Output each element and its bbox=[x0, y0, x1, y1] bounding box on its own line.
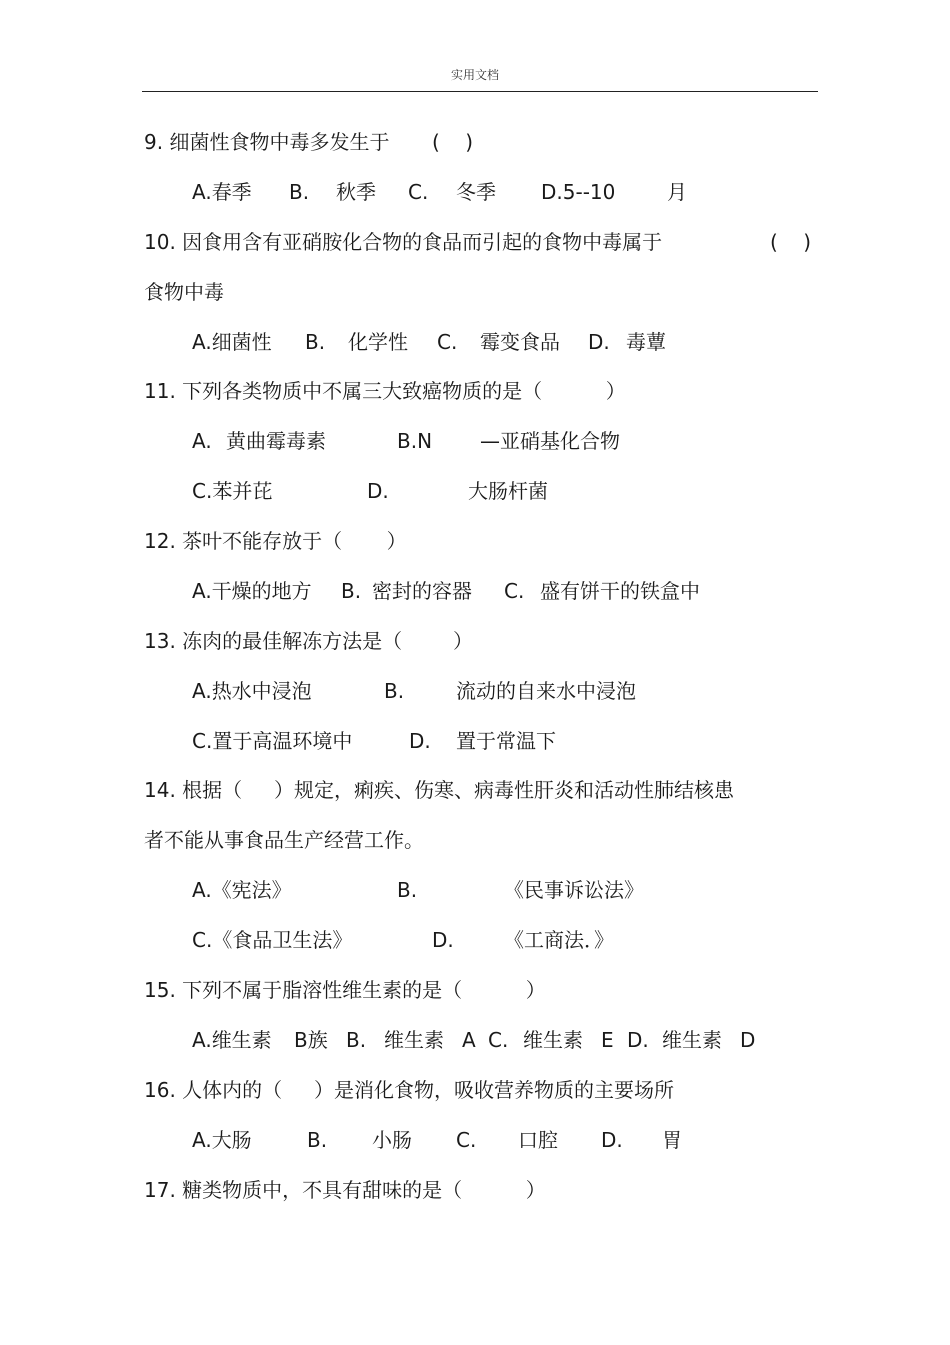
option-c: 维生素 bbox=[523, 1028, 583, 1052]
option-b: 流动的自来水中浸泡 bbox=[456, 679, 636, 703]
option-c-letter: C. bbox=[408, 180, 429, 204]
question-9-blank: ( ) bbox=[432, 130, 474, 154]
option-a: A.维生素 bbox=[192, 1028, 272, 1052]
question-13-stem: 13. 冻肉的最佳解冻方法是（ ） bbox=[144, 629, 474, 653]
question-14-stem: 14. 根据（ ）规定，痢疾、伤寒、病毒性肝炎和活动性肺结核患 bbox=[144, 778, 734, 802]
option-c-suffix: E bbox=[601, 1028, 614, 1052]
option-b: —亚硝基化合物 bbox=[480, 429, 620, 453]
option-c-letter: C. bbox=[456, 1128, 477, 1152]
option-a: A.大肠 bbox=[192, 1128, 252, 1152]
question-10-blank: ( ) bbox=[770, 230, 812, 254]
option-d: 毒蕈 bbox=[626, 330, 666, 354]
option-a-letter: A. bbox=[192, 429, 212, 453]
option-a: A.春季 bbox=[192, 180, 252, 204]
option-d-letter: D. bbox=[588, 330, 610, 354]
option-c: C.苯并芘 bbox=[192, 479, 273, 503]
option-c-letter: C. bbox=[504, 579, 525, 603]
option-c: 口腔 bbox=[518, 1128, 558, 1152]
option-b: 维生素 bbox=[384, 1028, 444, 1052]
option-d: 《工商法．》 bbox=[504, 928, 614, 952]
option-b-letter: B. bbox=[307, 1128, 328, 1152]
option-a: A.《宪法》 bbox=[192, 878, 292, 902]
option-b: 《民事诉讼法》 bbox=[504, 878, 644, 902]
option-b-letter: B. bbox=[289, 180, 310, 204]
option-d-letter: D. bbox=[627, 1028, 649, 1052]
option-b-letter: B. bbox=[346, 1028, 367, 1052]
option-d-suffix: D bbox=[740, 1028, 756, 1052]
option-c: C.《食品卫生法》 bbox=[192, 928, 353, 952]
option-d: 维生素 bbox=[662, 1028, 722, 1052]
option-c-letter: C. bbox=[437, 330, 458, 354]
question-10-stem: 10. 因食用含有亚硝胺化合物的食品而引起的食物中毒属于 bbox=[144, 230, 663, 254]
option-d: 置于常温下 bbox=[456, 729, 556, 753]
question-11-stem: 11. 下列各类物质中不属三大致癌物质的是（ ） bbox=[144, 379, 626, 403]
option-b-letter: B. bbox=[341, 579, 362, 603]
option-a-suffix: B族 bbox=[294, 1028, 328, 1052]
option-c-letter: C. bbox=[488, 1028, 509, 1052]
option-a: 黄曲霉毒素 bbox=[226, 429, 326, 453]
question-12-stem: 12. 茶叶不能存放于（ ） bbox=[144, 529, 407, 553]
page-header: 实用文档 bbox=[450, 68, 499, 82]
option-d-unit: 月 bbox=[667, 180, 687, 204]
option-d: D.5--10 bbox=[541, 180, 616, 204]
option-c: C.置于高温环境中 bbox=[192, 729, 353, 753]
option-d-letter: D. bbox=[601, 1128, 623, 1152]
option-c: 霉变食品 bbox=[480, 330, 560, 354]
question-10-stem-cont: 食物中毒 bbox=[144, 280, 224, 304]
option-d: 大肠杆菌 bbox=[468, 479, 548, 503]
question-15-stem: 15. 下列不属于脂溶性维生素的是（ ） bbox=[144, 978, 546, 1002]
option-b: 小肠 bbox=[372, 1128, 412, 1152]
option-a: A.热水中浸泡 bbox=[192, 679, 312, 703]
option-b-letter: B. bbox=[397, 878, 418, 902]
option-c: 冬季 bbox=[456, 180, 496, 204]
question-14-stem-cont: 者不能从事食品生产经营工作。 bbox=[144, 828, 424, 852]
option-b-letter: B. bbox=[384, 679, 405, 703]
option-d-letter: D. bbox=[432, 928, 454, 952]
option-b-suffix: A bbox=[462, 1028, 476, 1052]
question-16-stem: 16. 人体内的（ ）是消化食物，吸收营养物质的主要场所 bbox=[144, 1078, 674, 1102]
header-divider bbox=[142, 91, 818, 92]
option-d: 胃 bbox=[662, 1128, 682, 1152]
option-b: 密封的容器 bbox=[372, 579, 472, 603]
option-b: 化学性 bbox=[348, 330, 408, 354]
option-b-letter: B.N bbox=[397, 429, 433, 453]
option-c: 盛有饼干的铁盒中 bbox=[540, 579, 700, 603]
question-9-stem: 9. 细菌性食物中毒多发生于 bbox=[144, 130, 390, 154]
option-b-letter: B. bbox=[305, 330, 326, 354]
option-a: A.细菌性 bbox=[192, 330, 272, 354]
option-a: A.干燥的地方 bbox=[192, 579, 312, 603]
option-d-letter: D. bbox=[409, 729, 431, 753]
question-17-stem: 17. 糖类物质中，不具有甜味的是（ ） bbox=[144, 1178, 546, 1202]
option-b: 秋季 bbox=[336, 180, 376, 204]
option-d-letter: D. bbox=[367, 479, 389, 503]
